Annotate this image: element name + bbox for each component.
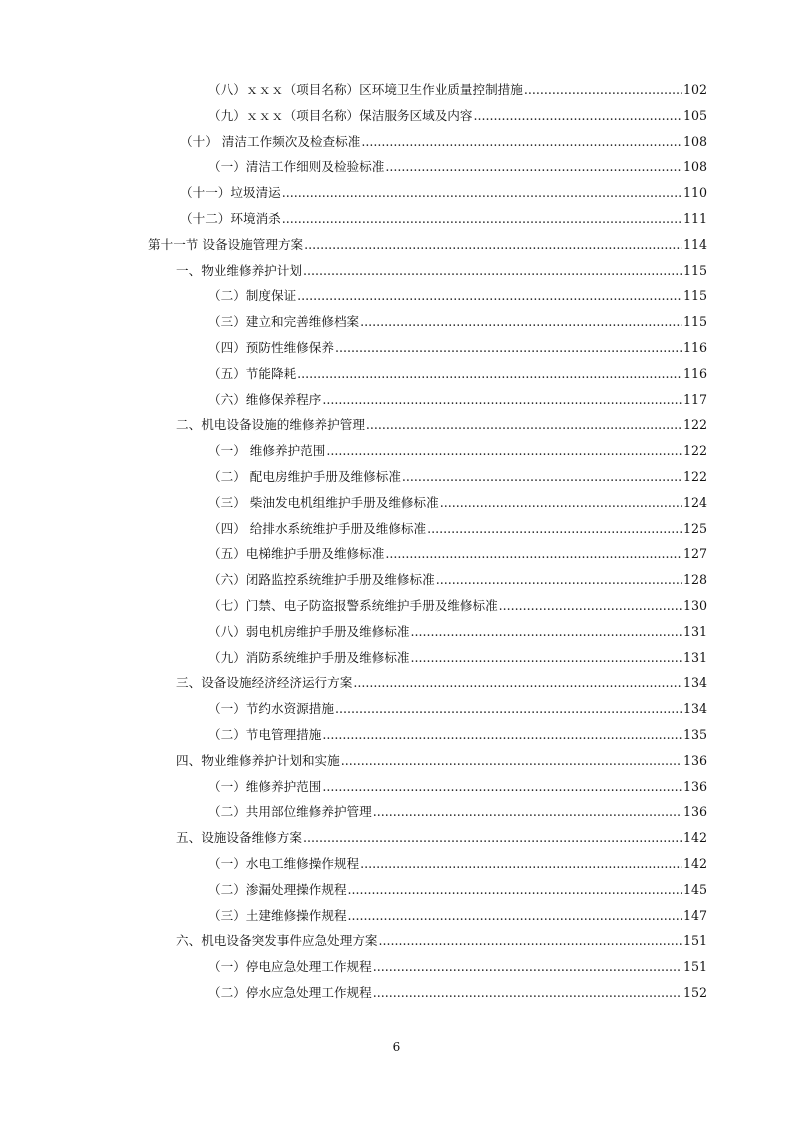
toc-entry[interactable]	[180, 130, 707, 150]
toc-entry-label: （五）节能降耗	[208, 365, 297, 381]
toc-entry[interactable]	[208, 104, 707, 124]
toc-dot-leader	[440, 495, 682, 511]
toc-entry-label: 五、设施设备维修方案	[176, 830, 302, 846]
toc-entry-page: 114	[682, 236, 707, 252]
toc-entry-label: （二）渗漏处理操作规程	[208, 881, 347, 897]
toc-entry-page: 124	[682, 494, 707, 510]
toc-entry-page: 116	[682, 340, 707, 355]
toc-dot-leader	[436, 572, 682, 588]
toc-dot-leader	[385, 159, 682, 175]
toc-entry-page: 108	[682, 133, 707, 149]
toc-entry[interactable]	[180, 181, 707, 201]
toc-entry-label: （八）ｘｘｘ（项目名称）区环境卫生作业质量控制措施	[208, 82, 523, 97]
toc-entry-label: （十二）环境消杀	[180, 211, 281, 226]
toc-entry[interactable]	[208, 542, 707, 562]
toc-entry-label: （二）制度保证	[208, 288, 297, 304]
toc-dot-leader	[524, 82, 682, 98]
toc-dot-leader	[326, 443, 682, 459]
toc-entry-page: 115	[682, 262, 707, 278]
toc-dot-leader	[361, 134, 682, 150]
toc-entry-page: 134	[682, 675, 707, 691]
toc-entry-label: （三） 柴油发电机组维护手册及维修标准	[208, 494, 439, 510]
toc-entry-page: 122	[682, 417, 707, 433]
toc-entry[interactable]	[208, 620, 707, 640]
toc-entry-page: 110	[682, 185, 707, 201]
toc-entry[interactable]	[208, 955, 707, 975]
toc-entry[interactable]	[176, 259, 707, 279]
toc-entry-label: 二、机电设备设施的维修养护管理	[176, 417, 365, 433]
toc-entry-page: 147	[682, 907, 707, 923]
toc-entry[interactable]	[208, 388, 707, 408]
toc-entry[interactable]	[208, 310, 707, 330]
toc-entry-label: （六）闭路监控系统维护手册及维修标准	[208, 572, 435, 588]
toc-entry-page: 128	[682, 572, 707, 588]
toc-dot-leader	[411, 650, 682, 666]
toc-entry[interactable]	[208, 465, 707, 485]
toc-entry-page: 134	[682, 701, 707, 717]
toc-dot-leader	[303, 263, 682, 279]
toc-dot-leader	[360, 856, 682, 872]
toc-entry-page: 115	[682, 288, 707, 304]
toc-entry-label: （一） 维修养护范围	[208, 443, 326, 459]
toc-entry-label: 六、机电设备突发事件应急处理方案	[176, 933, 378, 949]
toc-entry[interactable]	[208, 517, 707, 537]
toc-dot-leader	[366, 417, 682, 433]
toc-dot-leader	[322, 727, 682, 743]
toc-entry-label: （一）维修养护范围	[208, 778, 322, 794]
toc-dot-leader	[348, 908, 682, 924]
toc-entry-page: 136	[682, 804, 707, 820]
toc-dot-leader	[282, 211, 682, 227]
toc-entry-label: （二）节电管理措施	[208, 727, 322, 742]
toc-entry[interactable]	[148, 233, 707, 253]
toc-entry-page: 152	[682, 985, 707, 1000]
toc-entry-label: 第十一节 设备设施管理方案	[148, 236, 304, 252]
toc-entry-label: 四、物业维修养护计划和实施	[176, 752, 340, 768]
toc-dot-leader	[335, 340, 682, 356]
toc-dot-leader	[322, 779, 682, 795]
toc-dot-leader	[297, 288, 682, 304]
toc-dot-leader	[427, 521, 682, 537]
toc-entry[interactable]	[208, 904, 707, 924]
toc-entry-page: 122	[682, 469, 707, 484]
toc-entry[interactable]	[208, 800, 707, 820]
page-number: 6	[392, 1040, 401, 1054]
toc-dot-leader	[373, 959, 682, 975]
toc-entry[interactable]	[208, 439, 707, 459]
toc-entry[interactable]	[208, 697, 707, 717]
toc-entry-page: 142	[682, 856, 707, 871]
toc-entry[interactable]	[208, 594, 707, 614]
toc-dot-leader	[385, 546, 682, 562]
toc-entry[interactable]	[208, 155, 707, 175]
toc-entry-page: 117	[682, 391, 707, 407]
toc-dot-leader	[373, 804, 682, 820]
toc-entry-page: 145	[682, 881, 707, 897]
toc-entry-label: （一）节约水资源措施	[208, 701, 334, 717]
toc-dot-leader	[341, 753, 682, 769]
toc-entry-label: （九）消防系统维护手册及维修标准	[208, 649, 410, 665]
toc-entry-label: （二）停水应急处理工作规程	[208, 985, 372, 1000]
toc-entry[interactable]	[208, 981, 707, 1001]
toc-entry-page: 122	[682, 443, 707, 459]
toc-entry-label: （九）ｘｘｘ（项目名称）保洁服务区域及内容	[208, 107, 473, 123]
toc-entry[interactable]	[208, 852, 707, 872]
toc-entry-page: 108	[682, 159, 707, 175]
toc-entry-page: 125	[682, 520, 707, 536]
toc-dot-leader	[297, 366, 682, 382]
toc-entry-label: （三）土建维修操作规程	[208, 907, 347, 923]
toc-entry-page: 130	[682, 598, 707, 613]
toc-entry[interactable]	[176, 826, 707, 846]
toc-entry[interactable]	[208, 878, 707, 898]
toc-entry-label: （七）门禁、电子防盗报警系统维护手册及维修标准	[208, 598, 498, 613]
toc-entry-label: （四） 给排水系统维护手册及维修标准	[208, 520, 427, 536]
toc-entry-page: 115	[682, 314, 707, 330]
toc-entry-page: 105	[682, 107, 707, 123]
toc-dot-leader	[282, 185, 682, 201]
toc-entry-page: 131	[682, 623, 707, 639]
toc-entry-label: （一）清洁工作细则及检验标准	[208, 159, 385, 175]
toc-entry[interactable]	[208, 336, 707, 356]
toc-entry[interactable]	[176, 749, 707, 769]
toc-entry[interactable]	[208, 491, 707, 511]
toc-entry-label: （一）停电应急处理工作规程	[208, 959, 372, 975]
toc-entry-page: 135	[682, 727, 707, 742]
toc-dot-leader	[353, 675, 682, 691]
toc-dot-leader	[402, 469, 682, 485]
toc-dot-leader	[322, 392, 682, 408]
toc-entry-page: 136	[682, 778, 707, 794]
toc-entry-page: 102	[682, 82, 707, 97]
toc-entry-label: 一、物业维修养护计划	[176, 262, 302, 278]
toc-entry-label: （三）建立和完善维修档案	[208, 314, 360, 330]
toc-entry-page: 111	[682, 211, 707, 226]
toc-dot-leader	[373, 985, 682, 1001]
toc-entry[interactable]	[208, 646, 707, 666]
toc-entry-page: 127	[682, 546, 707, 562]
toc-entry-page: 142	[682, 830, 707, 846]
toc-entry[interactable]	[208, 362, 707, 382]
toc-entry[interactable]	[208, 723, 707, 743]
toc-entry[interactable]	[180, 207, 707, 227]
toc-dot-leader	[335, 701, 682, 717]
toc-dot-leader	[411, 624, 682, 640]
toc-entry-label: （十一）垃圾清运	[180, 185, 281, 201]
toc-entry-label: （一）水电工维修操作规程	[208, 856, 360, 871]
toc-entry-page: 116	[682, 365, 707, 381]
toc-entry-page: 136	[682, 752, 707, 768]
toc-entry-label: （二） 配电房维护手册及维修标准	[208, 469, 401, 484]
toc-entry-page: 151	[682, 933, 707, 949]
toc-entry-label: 三、设备设施经济经济运行方案	[176, 675, 353, 691]
toc-dot-leader	[360, 314, 682, 330]
toc-entry-label: （十） 清洁工作频次及检查标准	[180, 133, 361, 149]
toc-entry[interactable]	[208, 78, 707, 98]
toc-entry[interactable]	[176, 929, 707, 949]
toc-entry-page: 151	[682, 959, 707, 975]
toc-entry[interactable]	[208, 284, 707, 304]
toc-dot-leader	[379, 933, 682, 949]
toc-entry-label: （四）预防性维修保养	[208, 340, 334, 355]
toc-entry[interactable]	[176, 671, 707, 691]
toc-entry-label: （二）共用部位维修养护管理	[208, 804, 372, 820]
toc-entry-page: 131	[682, 649, 707, 665]
toc-dot-leader	[304, 237, 682, 253]
toc-entry[interactable]	[176, 413, 707, 433]
toc-entry[interactable]	[208, 568, 707, 588]
toc-dot-leader	[303, 830, 682, 846]
toc-dot-leader	[499, 598, 682, 614]
toc-entry-label: （六）维修保养程序	[208, 391, 322, 407]
toc-entry-label: （八）弱电机房维护手册及维修标准	[208, 623, 410, 639]
toc-dot-leader	[348, 882, 682, 898]
toc-entry-label: （五）电梯维护手册及维修标准	[208, 546, 385, 562]
toc-entry[interactable]	[208, 775, 707, 795]
toc-dot-leader	[473, 108, 681, 124]
